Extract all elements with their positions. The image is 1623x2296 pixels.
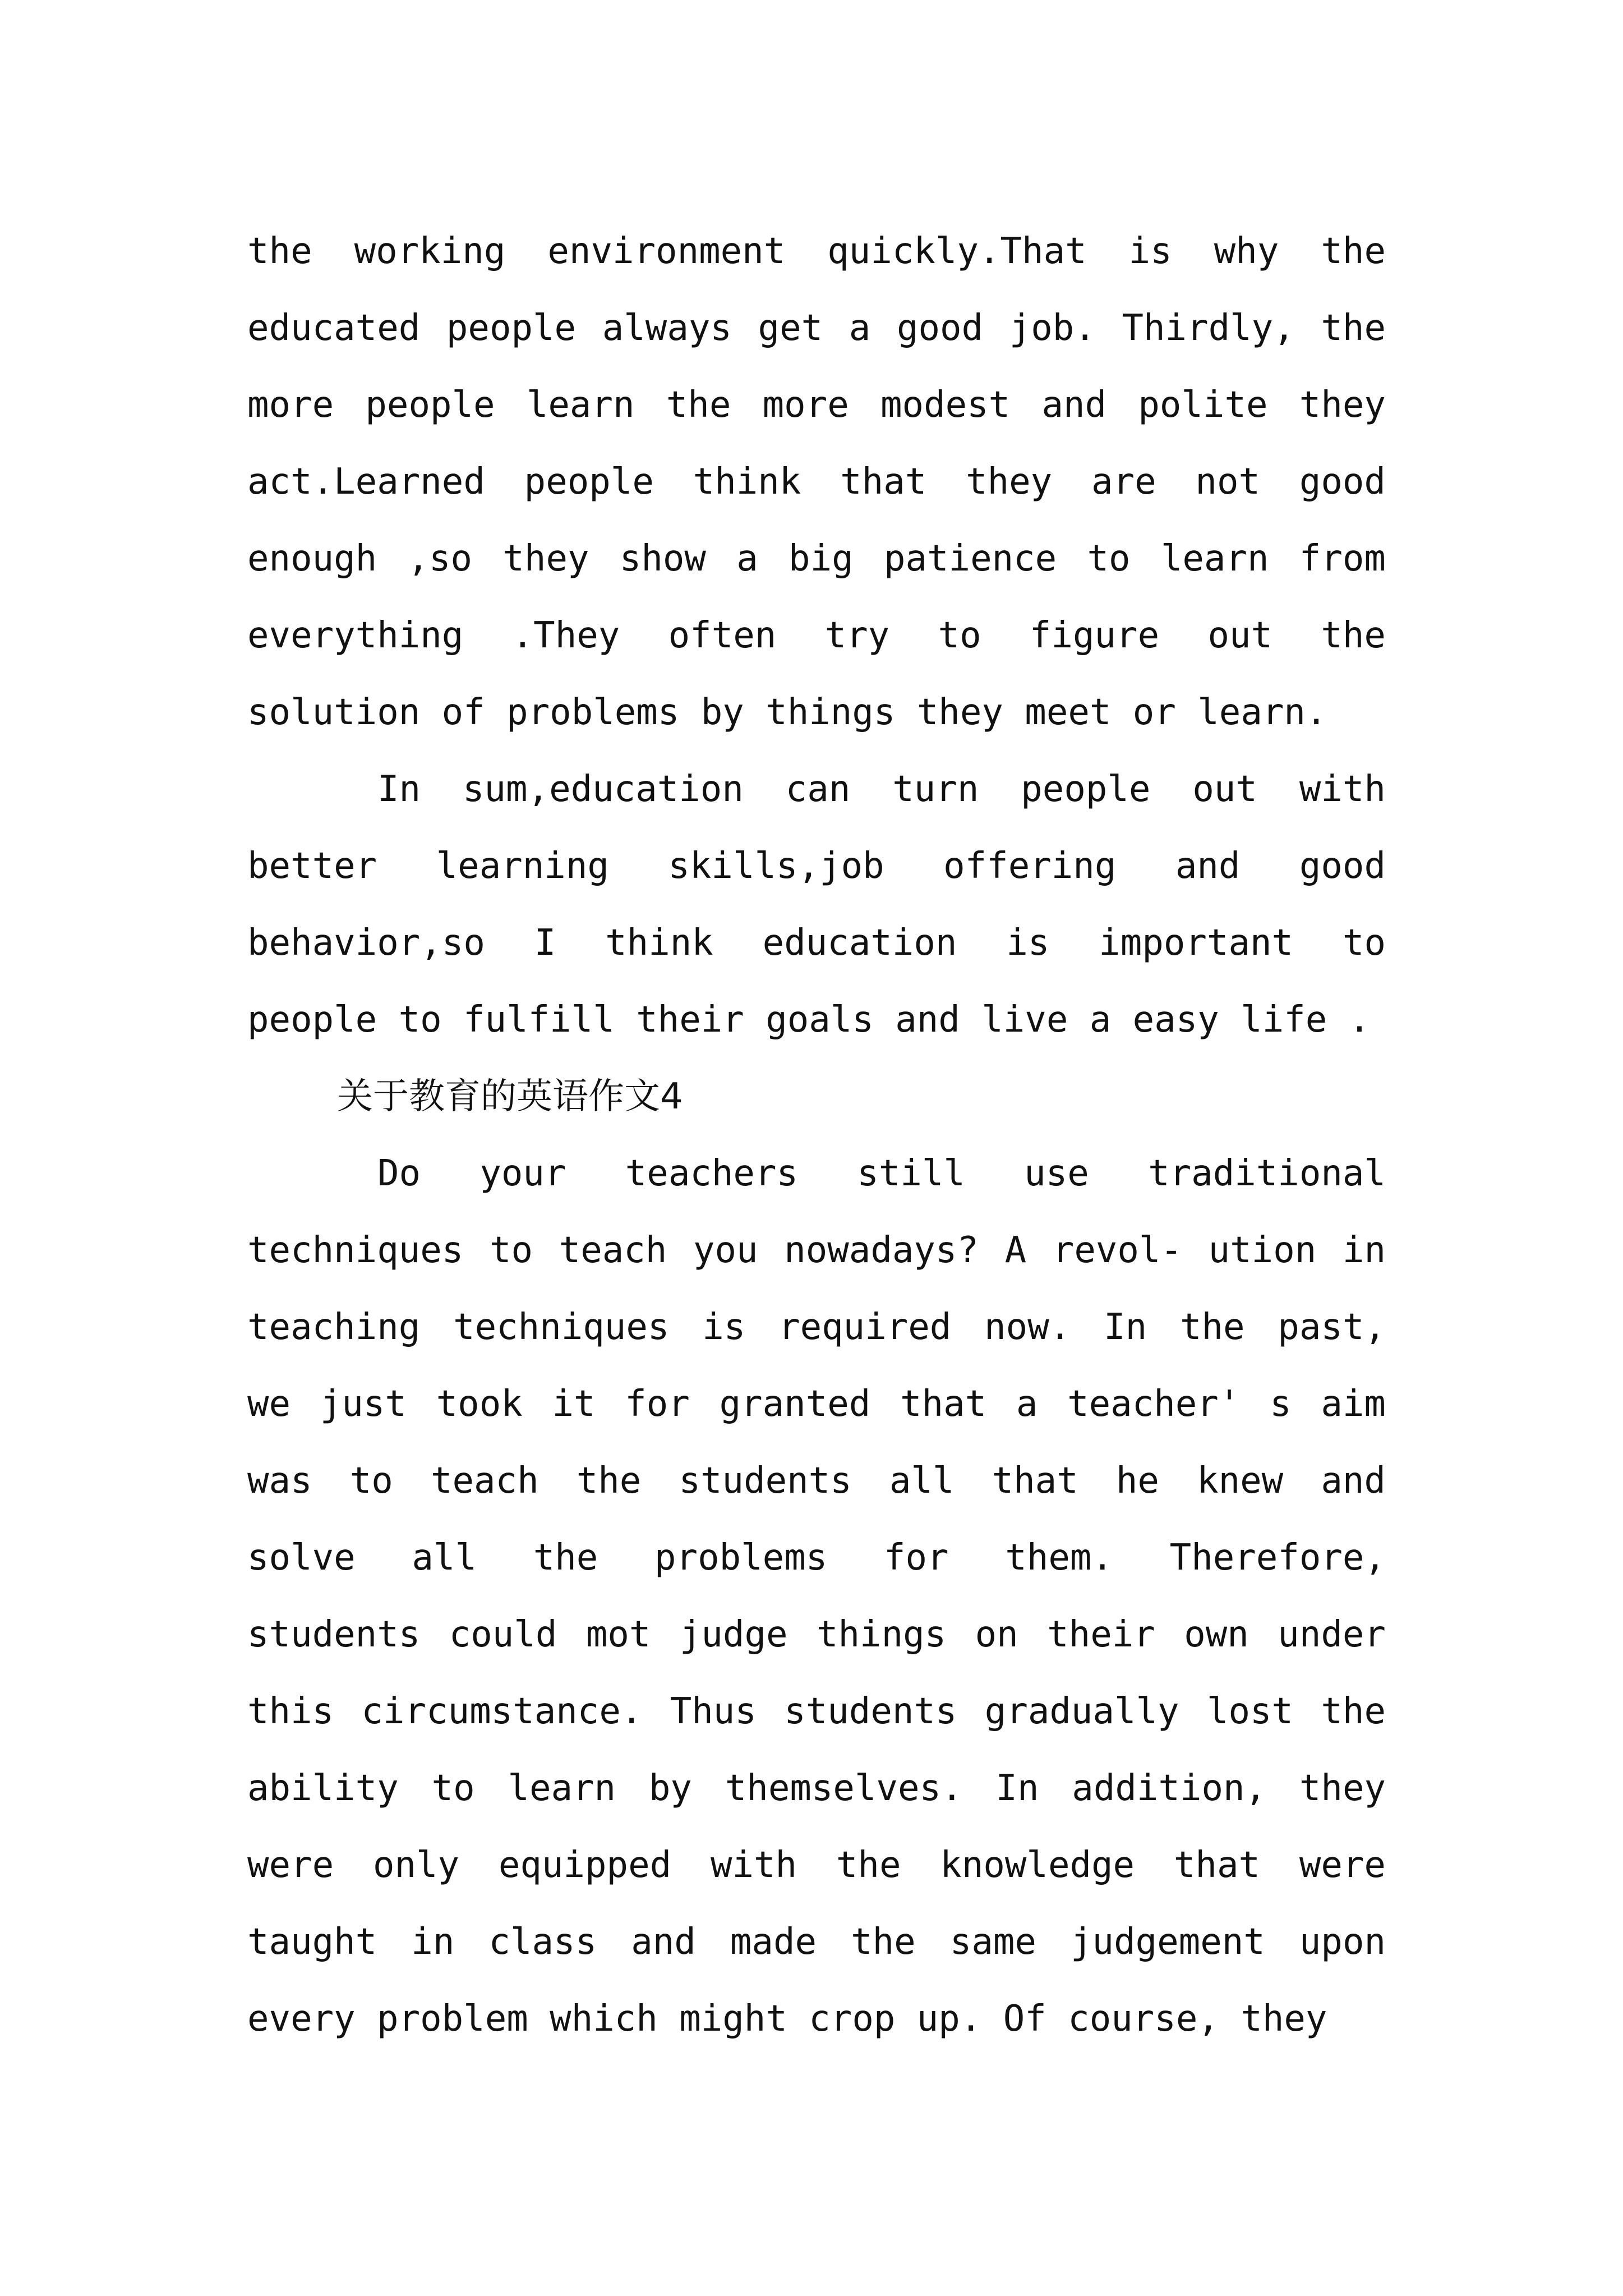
word: to	[431, 1768, 475, 1809]
word: it	[552, 1383, 596, 1425]
word: judgement	[1071, 1921, 1265, 1963]
word: and	[1041, 384, 1107, 426]
word: by	[648, 1768, 692, 1809]
word: your	[479, 1153, 566, 1194]
word: learn	[508, 1768, 616, 1809]
word: learning	[436, 845, 609, 887]
word: educated	[247, 307, 421, 349]
word: live	[981, 999, 1068, 1041]
word: Therefore,	[1169, 1537, 1386, 1579]
word: was	[247, 1460, 312, 1502]
word: people	[247, 999, 377, 1041]
word: that	[1173, 1844, 1260, 1886]
word: this	[247, 1691, 334, 1732]
word: they	[502, 538, 589, 579]
word: often	[668, 615, 777, 656]
word: meet	[1025, 692, 1112, 733]
word: only	[372, 1844, 460, 1886]
word: learn	[526, 384, 635, 426]
word: is	[1006, 922, 1050, 964]
word: or	[1132, 692, 1176, 733]
word: knowledge	[940, 1844, 1135, 1886]
word: they	[1299, 384, 1386, 426]
word: teacher'	[1067, 1383, 1241, 1425]
word: the	[533, 1537, 598, 1579]
word: offering	[943, 845, 1117, 887]
word: with	[710, 1844, 797, 1886]
word: ution	[1208, 1230, 1317, 1271]
word: Of	[1003, 1998, 1046, 2040]
word: a	[1016, 1383, 1038, 1425]
word: now.	[984, 1306, 1071, 1348]
word: working	[354, 231, 506, 272]
word: .	[1348, 999, 1371, 1041]
word: Thirdly,	[1122, 307, 1295, 349]
word: enough	[247, 538, 377, 579]
word: better	[247, 845, 377, 887]
word: of	[441, 692, 485, 733]
word: that	[900, 1383, 987, 1425]
word: course,	[1068, 1998, 1219, 2040]
word: use	[1024, 1153, 1089, 1194]
word: the	[247, 231, 312, 272]
text-line	[247, 1366, 1386, 1443]
word: lost	[1206, 1691, 1294, 1732]
word: the	[1179, 1306, 1245, 1348]
word: ,so	[407, 538, 473, 579]
word: people	[1021, 769, 1151, 810]
word: granted	[719, 1383, 871, 1425]
word: circumstance.	[361, 1691, 643, 1732]
word: job.	[1009, 307, 1096, 349]
word: the	[851, 1921, 916, 1963]
word: all	[412, 1537, 477, 1579]
text-line	[247, 1520, 1386, 1596]
word: taught	[247, 1921, 377, 1963]
word: the	[1321, 615, 1386, 656]
word: which	[550, 1998, 658, 2040]
text-line	[247, 1750, 1386, 1827]
word: the	[1321, 231, 1386, 272]
word: good	[1299, 461, 1386, 503]
text-line	[247, 1827, 1386, 1904]
word: were	[1299, 1844, 1386, 1886]
word: a	[736, 538, 758, 579]
paragraph	[247, 751, 1386, 1059]
word: for	[625, 1383, 690, 1425]
text-line	[247, 1135, 1386, 1212]
word: a	[1089, 999, 1112, 1041]
word: learn	[1160, 538, 1269, 579]
word: .They	[511, 615, 620, 656]
word: fulfill	[463, 999, 615, 1041]
word: their	[1047, 1614, 1155, 1655]
word: teachers	[625, 1153, 798, 1194]
word: people	[524, 461, 654, 503]
word: knew	[1197, 1460, 1284, 1502]
word: Do	[377, 1153, 421, 1194]
word: the	[666, 384, 731, 426]
word: teach	[559, 1230, 667, 1271]
word: were	[247, 1844, 334, 1886]
word: In	[995, 1768, 1039, 1809]
word: took	[436, 1383, 523, 1425]
word: gradually	[984, 1691, 1179, 1732]
word: modest	[880, 384, 1011, 426]
word: class	[488, 1921, 597, 1963]
word: think	[693, 461, 801, 503]
text-line	[247, 1443, 1386, 1520]
word: A	[1004, 1230, 1027, 1271]
word: equipped	[498, 1844, 672, 1886]
word: and	[631, 1921, 696, 1963]
word: required	[778, 1306, 952, 1348]
word: to	[938, 615, 981, 656]
word: important	[1099, 922, 1294, 964]
word: might	[679, 1998, 787, 2040]
word: students	[679, 1460, 852, 1502]
word: and	[1175, 845, 1241, 887]
word: to	[1342, 922, 1386, 964]
word: skills,job	[668, 845, 884, 887]
word: judge	[679, 1614, 788, 1655]
word: students	[784, 1691, 957, 1732]
word: are	[1091, 461, 1156, 503]
word: addition,	[1072, 1768, 1267, 1809]
word: polite	[1138, 384, 1268, 426]
word: not	[1195, 461, 1260, 503]
word: they	[1241, 1998, 1327, 2040]
word: students	[247, 1614, 421, 1655]
word: behavior,so	[247, 922, 485, 964]
text-line	[247, 982, 1386, 1059]
word: education	[762, 922, 957, 964]
text-line	[247, 1904, 1386, 1981]
word: always	[602, 307, 732, 349]
word: and	[1321, 1460, 1386, 1502]
word: to	[398, 999, 442, 1041]
heading-line: 关于教育的英语作文4	[337, 1076, 683, 1117]
word: environment	[547, 231, 786, 272]
word: still	[857, 1153, 965, 1194]
word: them.	[1005, 1537, 1113, 1579]
word: revol-	[1052, 1230, 1182, 1271]
word: to	[489, 1230, 533, 1271]
word: is	[1128, 231, 1172, 272]
word: aim	[1321, 1383, 1386, 1425]
text-line	[247, 751, 1386, 828]
word: Thus	[670, 1691, 757, 1732]
word: teaching	[247, 1306, 421, 1348]
word: can	[785, 769, 851, 810]
word: we	[247, 1383, 291, 1425]
text-line	[247, 828, 1386, 905]
word: that	[992, 1460, 1078, 1502]
word: problems	[506, 692, 680, 733]
word: they	[916, 692, 1003, 733]
word: life	[1241, 999, 1327, 1041]
word: teach	[430, 1460, 539, 1502]
paragraph	[247, 213, 1386, 751]
paragraph	[247, 1135, 1386, 2058]
word: just	[320, 1383, 407, 1425]
word: act.Learned	[247, 461, 485, 503]
word: to	[349, 1460, 393, 1502]
word: solve	[247, 1537, 356, 1579]
text-line	[247, 444, 1386, 521]
word: up.	[916, 1998, 982, 2040]
word: under	[1278, 1614, 1386, 1655]
word: out	[1192, 769, 1257, 810]
word: In	[1104, 1306, 1147, 1348]
text-line	[247, 213, 1386, 290]
word: figure	[1029, 615, 1160, 656]
word: goals	[766, 999, 874, 1041]
word: you	[693, 1230, 758, 1271]
word: in	[411, 1921, 455, 1963]
word: everything	[247, 615, 464, 656]
text-line	[247, 1289, 1386, 1366]
text-line	[247, 521, 1386, 597]
word: things	[816, 1614, 947, 1655]
word: think	[605, 922, 713, 964]
word: that	[840, 461, 927, 503]
word: all	[889, 1460, 955, 1502]
word: patience	[883, 538, 1057, 579]
word: more	[762, 384, 849, 426]
word: made	[730, 1921, 817, 1963]
word: people	[365, 384, 495, 426]
text-line	[247, 1673, 1386, 1750]
word: they	[1299, 1768, 1386, 1809]
text-line	[247, 1596, 1386, 1673]
word: show	[619, 538, 706, 579]
word: to	[1087, 538, 1131, 579]
word: things	[766, 692, 896, 733]
word: good	[896, 307, 984, 349]
word: sum,education	[462, 769, 744, 810]
word: same	[949, 1921, 1036, 1963]
word: the	[1321, 307, 1386, 349]
word: more	[247, 384, 334, 426]
word: the	[1321, 1691, 1386, 1732]
word: problems	[654, 1537, 828, 1579]
text-line	[247, 674, 1386, 751]
word: is	[702, 1306, 746, 1348]
word: ability	[247, 1768, 399, 1809]
word: try	[824, 615, 890, 656]
word: in	[1342, 1230, 1386, 1271]
text-line	[247, 290, 1386, 367]
text-line	[247, 367, 1386, 444]
word: for	[883, 1537, 949, 1579]
word: their	[636, 999, 744, 1041]
word: big	[789, 538, 854, 579]
word: by	[700, 692, 744, 733]
word: and	[895, 999, 960, 1041]
word: every	[247, 1998, 356, 2040]
word: easy	[1132, 999, 1219, 1041]
text-line	[247, 597, 1386, 674]
word: s	[1270, 1383, 1292, 1425]
word: themselves.	[725, 1768, 963, 1809]
word: upon	[1299, 1921, 1386, 1963]
word: could	[449, 1614, 557, 1655]
word: out	[1207, 615, 1273, 656]
word: problem	[377, 1998, 528, 2040]
word: people	[446, 307, 577, 349]
word: techniques	[453, 1306, 670, 1348]
word: techniques	[247, 1230, 464, 1271]
word: why	[1214, 231, 1279, 272]
word: quickly.That	[827, 231, 1087, 272]
word: crop	[809, 1998, 896, 2040]
word: nowadays?	[784, 1230, 979, 1271]
text-line	[247, 1981, 1386, 2058]
word: learn.	[1197, 692, 1327, 733]
word: they	[966, 461, 1053, 503]
word: from	[1299, 538, 1386, 579]
word: on	[975, 1614, 1018, 1655]
document-body	[247, 213, 1386, 2058]
word: a	[849, 307, 871, 349]
word: the	[836, 1844, 901, 1886]
word: solution	[247, 692, 421, 733]
word: with	[1299, 769, 1386, 810]
word: mot	[585, 1614, 651, 1655]
word: I	[534, 922, 556, 964]
word: turn	[892, 769, 979, 810]
word: the	[576, 1460, 642, 1502]
word: good	[1299, 845, 1386, 887]
word: get	[758, 307, 823, 349]
word: own	[1184, 1614, 1249, 1655]
text-line	[247, 905, 1386, 982]
word: past,	[1278, 1306, 1386, 1348]
section-heading	[247, 1059, 1386, 1135]
word: In	[377, 769, 421, 810]
word: he	[1115, 1460, 1159, 1502]
word: traditional	[1148, 1153, 1386, 1194]
text-line	[247, 1212, 1386, 1289]
